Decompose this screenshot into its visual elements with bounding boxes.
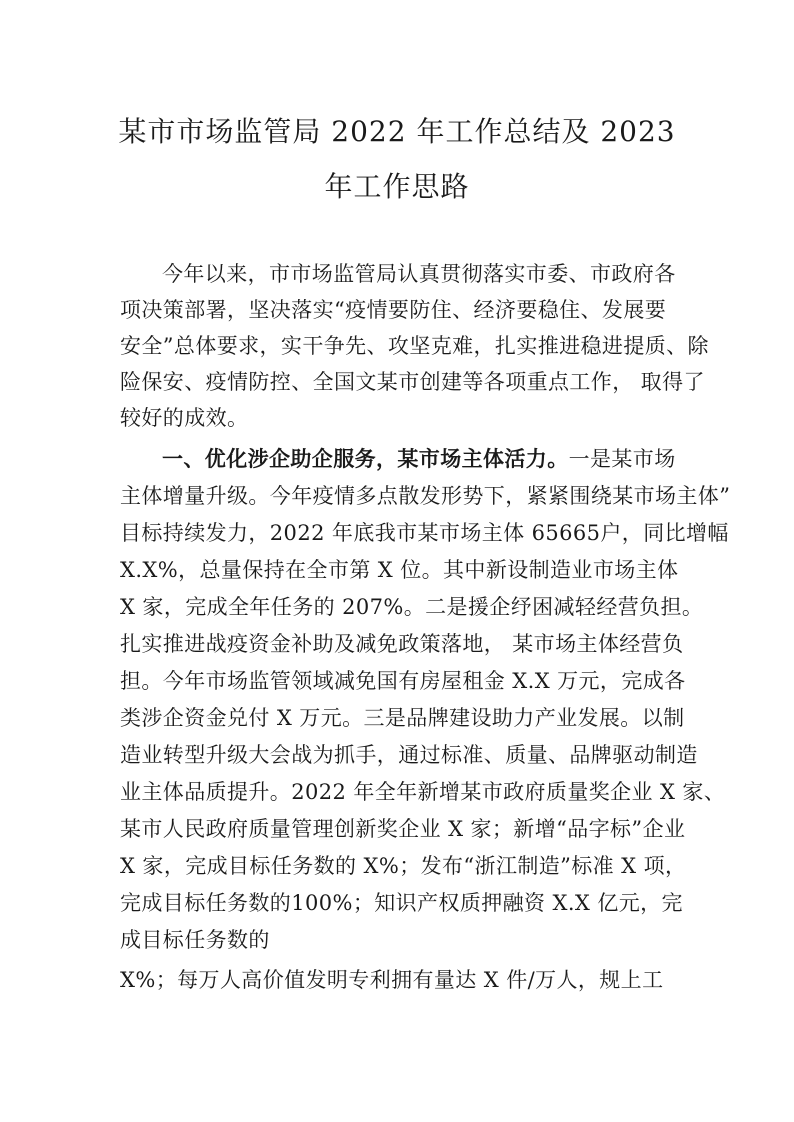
section-1-line-14: 成目标任务数的 (120, 928, 270, 952)
intro-line-3: 安全”总体要求，实干争先、攻坚克难，扎实推进稳进提质、除 (120, 334, 709, 358)
section-1-heading: 一、优化涉企助企服务，某市场主体活力。 (162, 446, 569, 471)
intro-line-5: 较好的成效。 (120, 406, 249, 430)
section-1-first-line (162, 443, 676, 473)
intro-line-2: 项决策部署，坚决落实“疫情要防住、经济要稳住、发展要 (120, 298, 667, 322)
section-1-line-13: 完成目标任务数的100%；知识产权质押融资 X.X 亿元，完 (120, 891, 683, 915)
section-1-line-15: X%；每万人高价值发明专利拥有量达 X 件/万人，规上工 (120, 968, 664, 992)
section-1-line-10: 业主体品质提升。2022 年全年新增某市政府质量奖企业 X 家、 (120, 780, 726, 804)
section-1-line-3: 目标持续发力，2022 年底我市某市场主体 65665户，同比增幅 (120, 521, 729, 545)
section-1-line-11: 某市人民政府质量管理创新奖企业 X 家；新增“品字标”企业 (120, 817, 686, 841)
document-title-line-1: 某市市场监管局 2022 年工作总结及 2023 (118, 115, 676, 148)
document-title-line-2: 年工作思路 (324, 170, 470, 203)
section-1-line-12: X 家，完成目标任务数的 X%；发布“浙江制造”标准 X 项， (120, 854, 687, 878)
section-1-line-5: X 家，完成全年任务的 207%。二是援企纾困减轻经营负担。 (120, 595, 704, 619)
section-1-line-7: 担。今年市场监管领域减免国有房屋租金 X.X 万元，完成各 (120, 669, 686, 693)
section-1-line-9: 造业转型升级大会战为抓手，通过标准、质量、品牌驱动制造 (120, 743, 698, 767)
section-1-line-2: 主体增量升级。今年疫情多点散发形势下，紧紧围绕某市场主体” (120, 484, 731, 508)
intro-line-4: 险保安、疫情防控、全国文某市创建等各项重点工作， 取得了 (120, 370, 705, 394)
intro-line-1: 今年以来，市市场监管局认真贯彻落实市委、市政府各 (162, 262, 676, 286)
section-1-line-8: 类涉企资金兑付 X 万元。三是品牌建设助力产业发展。以制 (120, 706, 685, 730)
section-1-line-6: 扎实推进战疫资金补助及减免政策落地， 某市场主体经营负 (120, 632, 684, 656)
section-1-first-line-rest: 一是某市场 (568, 447, 676, 471)
section-1-line-4: X.X%，总量保持在全市第 X 位。其中新设制造业市场主体 (120, 558, 679, 582)
